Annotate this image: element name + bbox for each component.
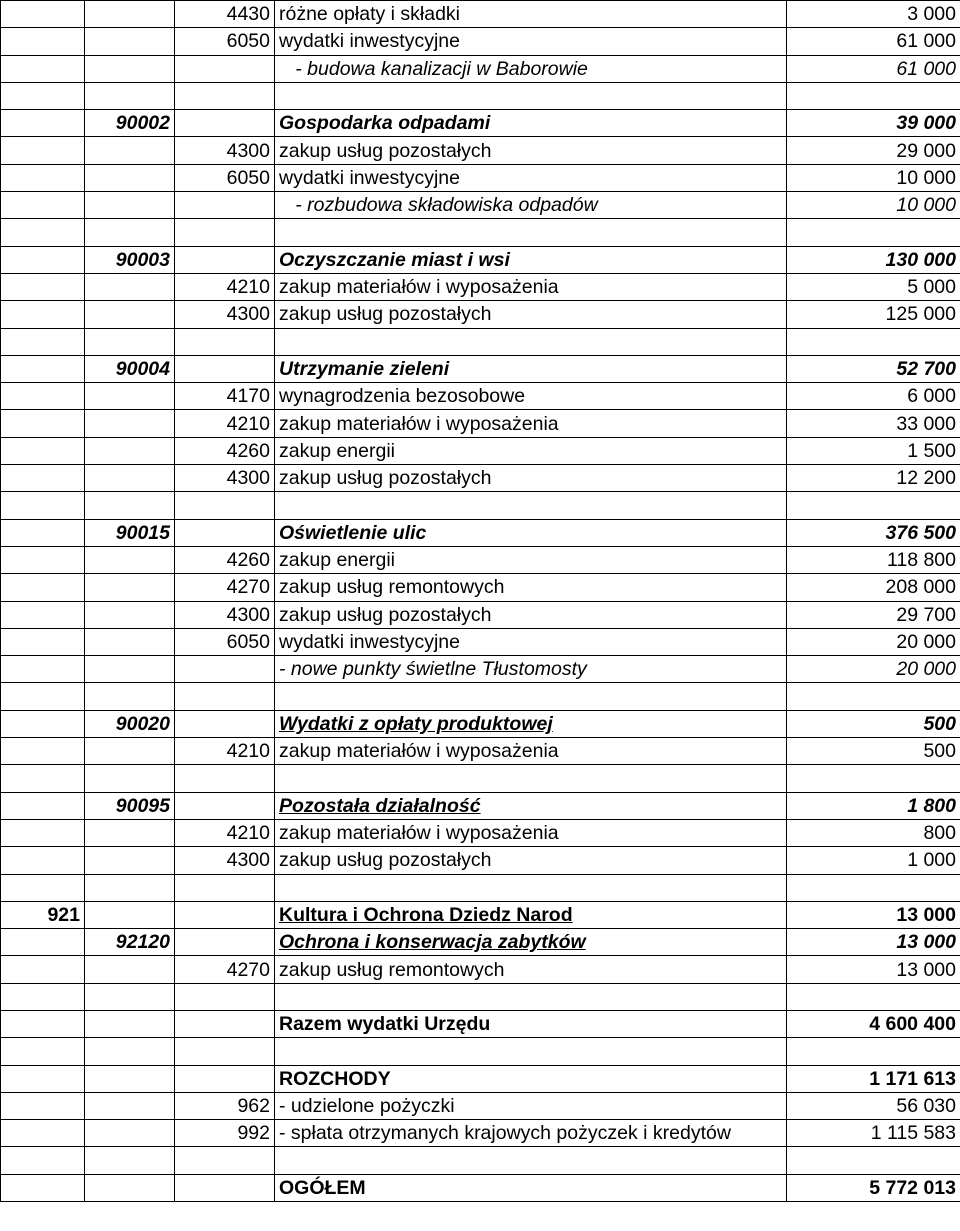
- nazwa-cell: [275, 82, 787, 109]
- table-row: [1, 983, 960, 1010]
- kwota-cell: 29 000: [787, 137, 960, 164]
- paragraf-cell: 4430: [175, 1, 275, 28]
- rozdzial-cell: [85, 956, 175, 983]
- table-row: [1, 546, 960, 573]
- kwota-cell: 56 030: [787, 1092, 960, 1119]
- rozdzial-cell: [85, 628, 175, 655]
- dzial-cell: [1, 55, 85, 82]
- kwota-cell: 20 000: [787, 656, 960, 683]
- kwota-cell: 52 700: [787, 355, 960, 382]
- paragraf-cell: 4300: [175, 601, 275, 628]
- table-row: [1, 956, 960, 983]
- rozdzial-cell: 90015: [85, 519, 175, 546]
- rozdzial-cell: [85, 574, 175, 601]
- rozdzial-cell: [85, 1174, 175, 1201]
- rozdzial-cell: [85, 1065, 175, 1092]
- paragraf-cell: [175, 492, 275, 519]
- kwota-cell: [787, 683, 960, 710]
- dzial-cell: [1, 1174, 85, 1201]
- paragraf-cell: 4260: [175, 546, 275, 573]
- dzial-cell: [1, 246, 85, 273]
- nazwa-cell: zakup usług pozostałych: [275, 301, 787, 328]
- paragraf-cell: [175, 55, 275, 82]
- rozdzial-cell: [85, 819, 175, 846]
- kwota-cell: 61 000: [787, 55, 960, 82]
- table-row: [1, 492, 960, 519]
- table-row: [1, 28, 960, 55]
- nazwa-cell: zakup usług pozostałych: [275, 465, 787, 492]
- nazwa-cell: różne opłaty i składki: [275, 1, 787, 28]
- nazwa-cell: - budowa kanalizacji w Baborowie: [275, 55, 787, 82]
- dzial-cell: [1, 465, 85, 492]
- paragraf-cell: [175, 219, 275, 246]
- dzial-cell: [1, 1038, 85, 1065]
- nazwa-cell: [275, 328, 787, 355]
- paragraf-cell: [175, 901, 275, 928]
- dzial-cell: [1, 110, 85, 137]
- nazwa-cell: zakup materiałów i wyposażenia: [275, 410, 787, 437]
- paragraf-cell: [175, 192, 275, 219]
- nazwa-cell: Kultura i Ochrona Dziedz Narod: [275, 901, 787, 928]
- kwota-cell: 208 000: [787, 574, 960, 601]
- paragraf-cell: 6050: [175, 28, 275, 55]
- nazwa-cell: zakup energii: [275, 546, 787, 573]
- paragraf-cell: 4210: [175, 410, 275, 437]
- paragraf-cell: [175, 355, 275, 382]
- table-row: [1, 1147, 960, 1174]
- rozdzial-cell: 90002: [85, 110, 175, 137]
- kwota-cell: [787, 492, 960, 519]
- kwota-cell: 4 600 400: [787, 1010, 960, 1037]
- table-row: [1, 1174, 960, 1201]
- paragraf-cell: [175, 1174, 275, 1201]
- paragraf-cell: [175, 246, 275, 273]
- nazwa-cell: zakup materiałów i wyposażenia: [275, 273, 787, 300]
- dzial-cell: [1, 956, 85, 983]
- rozdzial-cell: [85, 901, 175, 928]
- paragraf-cell: 4210: [175, 738, 275, 765]
- rozdzial-cell: [85, 1, 175, 28]
- kwota-cell: 5 000: [787, 273, 960, 300]
- kwota-cell: [787, 328, 960, 355]
- table-row: [1, 710, 960, 737]
- paragraf-cell: 4270: [175, 956, 275, 983]
- table-row: [1, 574, 960, 601]
- dzial-cell: [1, 1010, 85, 1037]
- nazwa-cell: [275, 683, 787, 710]
- nazwa-cell: Gospodarka odpadami: [275, 110, 787, 137]
- kwota-cell: 6 000: [787, 383, 960, 410]
- dzial-cell: [1, 1147, 85, 1174]
- paragraf-cell: [175, 110, 275, 137]
- kwota-cell: 3 000: [787, 1, 960, 28]
- paragraf-cell: [175, 656, 275, 683]
- nazwa-cell: Oczyszczanie miast i wsi: [275, 246, 787, 273]
- nazwa-cell: ROZCHODY: [275, 1065, 787, 1092]
- paragraf-cell: 4270: [175, 574, 275, 601]
- table-row: [1, 301, 960, 328]
- kwota-cell: 29 700: [787, 601, 960, 628]
- kwota-cell: 376 500: [787, 519, 960, 546]
- rozdzial-cell: [85, 1010, 175, 1037]
- rozdzial-cell: [85, 192, 175, 219]
- dzial-cell: [1, 1, 85, 28]
- rozdzial-cell: [85, 82, 175, 109]
- paragraf-cell: [175, 1038, 275, 1065]
- nazwa-cell: [275, 492, 787, 519]
- nazwa-cell: zakup usług pozostałych: [275, 601, 787, 628]
- dzial-cell: [1, 410, 85, 437]
- rozdzial-cell: [85, 656, 175, 683]
- rozdzial-cell: [85, 1120, 175, 1147]
- rozdzial-cell: [85, 1147, 175, 1174]
- dzial-cell: [1, 546, 85, 573]
- kwota-cell: [787, 219, 960, 246]
- kwota-cell: 5 772 013: [787, 1174, 960, 1201]
- nazwa-cell: zakup usług remontowych: [275, 956, 787, 983]
- table-row: [1, 1120, 960, 1147]
- nazwa-cell: zakup usług pozostałych: [275, 847, 787, 874]
- dzial-cell: [1, 628, 85, 655]
- table-row: [1, 1092, 960, 1119]
- nazwa-cell: Utrzymanie zieleni: [275, 355, 787, 382]
- dzial-cell: [1, 983, 85, 1010]
- paragraf-cell: 992: [175, 1120, 275, 1147]
- dzial-cell: [1, 301, 85, 328]
- rozdzial-cell: [85, 28, 175, 55]
- kwota-cell: 500: [787, 738, 960, 765]
- kwota-cell: 13 000: [787, 901, 960, 928]
- paragraf-cell: 4170: [175, 383, 275, 410]
- nazwa-cell: wydatki inwestycyjne: [275, 164, 787, 191]
- nazwa-cell: [275, 874, 787, 901]
- dzial-cell: [1, 1092, 85, 1119]
- dzial-cell: [1, 137, 85, 164]
- nazwa-cell: zakup energii: [275, 437, 787, 464]
- paragraf-cell: [175, 1010, 275, 1037]
- nazwa-cell: zakup materiałów i wyposażenia: [275, 738, 787, 765]
- rozdzial-cell: [85, 546, 175, 573]
- paragraf-cell: [175, 1065, 275, 1092]
- rozdzial-cell: [85, 874, 175, 901]
- nazwa-cell: wydatki inwestycyjne: [275, 28, 787, 55]
- paragraf-cell: 4300: [175, 137, 275, 164]
- dzial-cell: [1, 192, 85, 219]
- dzial-cell: [1, 164, 85, 191]
- dzial-cell: [1, 601, 85, 628]
- paragraf-cell: [175, 328, 275, 355]
- kwota-cell: 10 000: [787, 164, 960, 191]
- nazwa-cell: [275, 1147, 787, 1174]
- dzial-cell: [1, 874, 85, 901]
- kwota-cell: 39 000: [787, 110, 960, 137]
- kwota-cell: [787, 1038, 960, 1065]
- kwota-cell: [787, 82, 960, 109]
- nazwa-cell: [275, 765, 787, 792]
- dzial-cell: [1, 710, 85, 737]
- kwota-cell: 61 000: [787, 28, 960, 55]
- rozdzial-cell: [85, 273, 175, 300]
- table-row: [1, 1, 960, 28]
- nazwa-cell: [275, 219, 787, 246]
- rozdzial-cell: [85, 765, 175, 792]
- kwota-cell: 130 000: [787, 246, 960, 273]
- rozdzial-cell: 90095: [85, 792, 175, 819]
- rozdzial-cell: [85, 328, 175, 355]
- kwota-cell: 13 000: [787, 956, 960, 983]
- kwota-cell: 12 200: [787, 465, 960, 492]
- nazwa-cell: - udzielone pożyczki: [275, 1092, 787, 1119]
- dzial-cell: [1, 219, 85, 246]
- dzial-cell: [1, 82, 85, 109]
- paragraf-cell: [175, 82, 275, 109]
- table-row: [1, 273, 960, 300]
- paragraf-cell: 4260: [175, 437, 275, 464]
- table-row: [1, 55, 960, 82]
- dzial-cell: [1, 656, 85, 683]
- paragraf-cell: 6050: [175, 628, 275, 655]
- table-row: [1, 1038, 960, 1065]
- table-row: [1, 164, 960, 191]
- rozdzial-cell: [85, 383, 175, 410]
- paragraf-cell: [175, 710, 275, 737]
- kwota-cell: 125 000: [787, 301, 960, 328]
- nazwa-cell: - nowe punkty świetlne Tłustomosty: [275, 656, 787, 683]
- dzial-cell: [1, 683, 85, 710]
- dzial-cell: [1, 929, 85, 956]
- table-row: [1, 82, 960, 109]
- kwota-cell: [787, 874, 960, 901]
- paragraf-cell: 4210: [175, 273, 275, 300]
- rozdzial-cell: [85, 219, 175, 246]
- paragraf-cell: [175, 874, 275, 901]
- table-row: [1, 355, 960, 382]
- dzial-cell: [1, 492, 85, 519]
- table-row: [1, 656, 960, 683]
- kwota-cell: 1 115 583: [787, 1120, 960, 1147]
- rozdzial-cell: [85, 492, 175, 519]
- table-row: [1, 601, 960, 628]
- rozdzial-cell: 92120: [85, 929, 175, 956]
- kwota-cell: 13 000: [787, 929, 960, 956]
- table-row: [1, 192, 960, 219]
- nazwa-cell: Wydatki z opłaty produktowej: [275, 710, 787, 737]
- kwota-cell: [787, 765, 960, 792]
- dzial-cell: [1, 1120, 85, 1147]
- dzial-cell: [1, 847, 85, 874]
- table-row: [1, 738, 960, 765]
- rozdzial-cell: [85, 410, 175, 437]
- rozdzial-cell: [85, 55, 175, 82]
- table-row: [1, 683, 960, 710]
- table-row: [1, 901, 960, 928]
- rozdzial-cell: [85, 437, 175, 464]
- table-row: [1, 628, 960, 655]
- kwota-cell: 1 000: [787, 847, 960, 874]
- paragraf-cell: [175, 765, 275, 792]
- paragraf-cell: [175, 519, 275, 546]
- rozdzial-cell: [85, 164, 175, 191]
- rozdzial-cell: [85, 983, 175, 1010]
- kwota-cell: 1 171 613: [787, 1065, 960, 1092]
- table-row: [1, 137, 960, 164]
- rozdzial-cell: [85, 1038, 175, 1065]
- dzial-cell: [1, 1065, 85, 1092]
- paragraf-cell: 4210: [175, 819, 275, 846]
- rozdzial-cell: [85, 847, 175, 874]
- table-row: [1, 819, 960, 846]
- nazwa-cell: Razem wydatki Urzędu: [275, 1010, 787, 1037]
- paragraf-cell: 6050: [175, 164, 275, 191]
- table-row: [1, 437, 960, 464]
- rozdzial-cell: [85, 738, 175, 765]
- table-body: [1, 1, 960, 1202]
- paragraf-cell: 4300: [175, 465, 275, 492]
- nazwa-cell: zakup usług remontowych: [275, 574, 787, 601]
- rozdzial-cell: [85, 601, 175, 628]
- kwota-cell: 1 500: [787, 437, 960, 464]
- dzial-cell: [1, 273, 85, 300]
- dzial-cell: 921: [1, 901, 85, 928]
- dzial-cell: [1, 28, 85, 55]
- dzial-cell: [1, 355, 85, 382]
- table-row: [1, 792, 960, 819]
- table-row: [1, 465, 960, 492]
- table-row: [1, 1010, 960, 1037]
- table-row: [1, 519, 960, 546]
- rozdzial-cell: [85, 301, 175, 328]
- kwota-cell: 33 000: [787, 410, 960, 437]
- table-row: [1, 328, 960, 355]
- kwota-cell: 10 000: [787, 192, 960, 219]
- nazwa-cell: OGÓŁEM: [275, 1174, 787, 1201]
- dzial-cell: [1, 819, 85, 846]
- nazwa-cell: Ochrona i konserwacja zabytków: [275, 929, 787, 956]
- nazwa-cell: wynagrodzenia bezosobowe: [275, 383, 787, 410]
- rozdzial-cell: 90003: [85, 246, 175, 273]
- dzial-cell: [1, 383, 85, 410]
- nazwa-cell: [275, 983, 787, 1010]
- table-row: [1, 847, 960, 874]
- table-row: [1, 929, 960, 956]
- kwota-cell: [787, 1147, 960, 1174]
- nazwa-cell: Pozostała działalność: [275, 792, 787, 819]
- rozdzial-cell: [85, 465, 175, 492]
- nazwa-cell: zakup materiałów i wyposażenia: [275, 819, 787, 846]
- kwota-cell: 20 000: [787, 628, 960, 655]
- dzial-cell: [1, 519, 85, 546]
- paragraf-cell: 962: [175, 1092, 275, 1119]
- table-row: [1, 246, 960, 273]
- nazwa-cell: zakup usług pozostałych: [275, 137, 787, 164]
- nazwa-cell: - rozbudowa składowiska odpadów: [275, 192, 787, 219]
- rozdzial-cell: 90004: [85, 355, 175, 382]
- kwota-cell: 118 800: [787, 546, 960, 573]
- dzial-cell: [1, 574, 85, 601]
- nazwa-cell: Oświetlenie ulic: [275, 519, 787, 546]
- paragraf-cell: [175, 1147, 275, 1174]
- table-row: [1, 874, 960, 901]
- paragraf-cell: [175, 683, 275, 710]
- kwota-cell: 1 800: [787, 792, 960, 819]
- kwota-cell: 500: [787, 710, 960, 737]
- table-row: [1, 110, 960, 137]
- table-row: [1, 410, 960, 437]
- kwota-cell: [787, 983, 960, 1010]
- dzial-cell: [1, 738, 85, 765]
- nazwa-cell: wydatki inwestycyjne: [275, 628, 787, 655]
- rozdzial-cell: [85, 1092, 175, 1119]
- dzial-cell: [1, 792, 85, 819]
- rozdzial-cell: 90020: [85, 710, 175, 737]
- table-row: [1, 219, 960, 246]
- dzial-cell: [1, 765, 85, 792]
- rozdzial-cell: [85, 683, 175, 710]
- table-row: [1, 383, 960, 410]
- kwota-cell: 800: [787, 819, 960, 846]
- dzial-cell: [1, 437, 85, 464]
- paragraf-cell: 4300: [175, 301, 275, 328]
- paragraf-cell: [175, 929, 275, 956]
- paragraf-cell: 4300: [175, 847, 275, 874]
- paragraf-cell: [175, 792, 275, 819]
- nazwa-cell: - spłata otrzymanych krajowych pożyczek i kredytów: [275, 1120, 787, 1147]
- rozdzial-cell: [85, 137, 175, 164]
- dzial-cell: [1, 328, 85, 355]
- nazwa-cell: [275, 1038, 787, 1065]
- table-row: [1, 765, 960, 792]
- table-row: [1, 1065, 960, 1092]
- paragraf-cell: [175, 983, 275, 1010]
